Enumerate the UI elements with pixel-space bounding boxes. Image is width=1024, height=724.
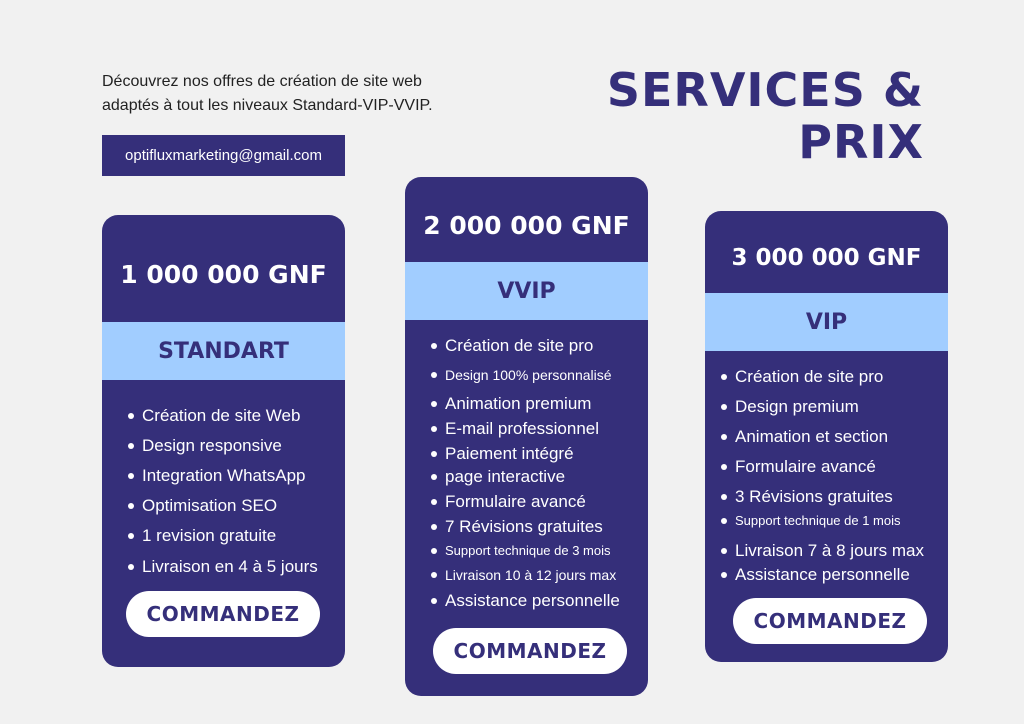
bullet-icon [431,598,437,604]
feature-item: Design 100% personnalisé [431,367,612,383]
bullet-icon [431,451,437,457]
feature-item: Livraison 10 à 12 jours max [431,567,616,583]
card-price: 2 000 000 GNF [423,211,630,240]
card-price: 3 000 000 GNF [731,245,922,271]
bullet-icon [431,372,437,378]
feature-item: Création de site Web [128,406,300,426]
bullet-icon [128,533,134,539]
bullet-icon [721,494,727,500]
order-button[interactable]: COMMANDEZ [433,628,627,674]
card-plan-name: STANDART [102,322,345,380]
bullet-icon [431,572,437,578]
feature-item: Formulaire avancé [721,457,876,477]
feature-item: Support technique de 1 mois [721,513,901,528]
bullet-icon [721,548,727,554]
order-button[interactable]: COMMANDEZ [733,598,927,644]
bullet-icon [431,426,437,432]
intro-text [102,70,522,118]
intro-line-2: adaptés à tout les niveaux Standard-VIP-VVIP. [102,97,433,114]
page-title [607,64,924,168]
feature-item: Assistance personnelle [431,591,620,611]
bullet-icon [128,473,134,479]
bullet-icon [128,443,134,449]
feature-item: Design premium [721,397,859,417]
intro-line-1: Découvrez nos offres de création de site web [102,73,422,90]
card-price: 1 000 000 GNF [120,260,327,289]
feature-item: Paiement intégré [431,444,574,464]
pricing-card-vvip [405,177,648,696]
card-plan-name: VIP [705,293,948,351]
pricing-card-standart [102,215,345,667]
bullet-icon [431,499,437,505]
feature-item: page interactive [431,467,565,487]
feature-item: Assistance personnelle [721,565,910,585]
feature-item: Integration WhatsApp [128,466,305,486]
feature-item: Création de site pro [431,336,593,356]
bullet-icon [431,524,437,530]
bullet-icon [721,518,727,524]
bullet-icon [721,434,727,440]
email-contact[interactable]: optifluxmarketing@gmail.com [102,135,345,176]
bullet-icon [721,464,727,470]
feature-item: Livraison 7 à 8 jours max [721,541,924,561]
bullet-icon [431,474,437,480]
feature-item: 7 Révisions gratuites [431,517,603,537]
feature-item: Support technique de 3 mois [431,543,611,558]
page-title-line-1: SERVICES & [606,63,924,117]
bullet-icon [431,343,437,349]
feature-item: Animation premium [431,394,591,414]
feature-item: Création de site pro [721,367,883,387]
card-plan-name: VVIP [405,262,648,320]
bullet-icon [431,548,437,554]
bullet-icon [721,374,727,380]
order-button[interactable]: COMMANDEZ [126,591,320,637]
bullet-icon [128,503,134,509]
feature-item: Livraison en 4 à 5 jours [128,557,318,577]
page-title-line-2: PRIX [798,115,924,169]
feature-item: Optimisation SEO [128,496,277,516]
feature-item: Animation et section [721,427,888,447]
bullet-icon [128,413,134,419]
bullet-icon [721,572,727,578]
feature-item: E-mail professionnel [431,419,599,439]
bullet-icon [721,404,727,410]
bullet-icon [128,564,134,570]
feature-item: 3 Révisions gratuites [721,487,893,507]
pricing-card-vip [705,211,948,662]
feature-item: Formulaire avancé [431,492,586,512]
bullet-icon [431,401,437,407]
feature-item: Design responsive [128,436,282,456]
feature-item: 1 revision gratuite [128,526,276,546]
